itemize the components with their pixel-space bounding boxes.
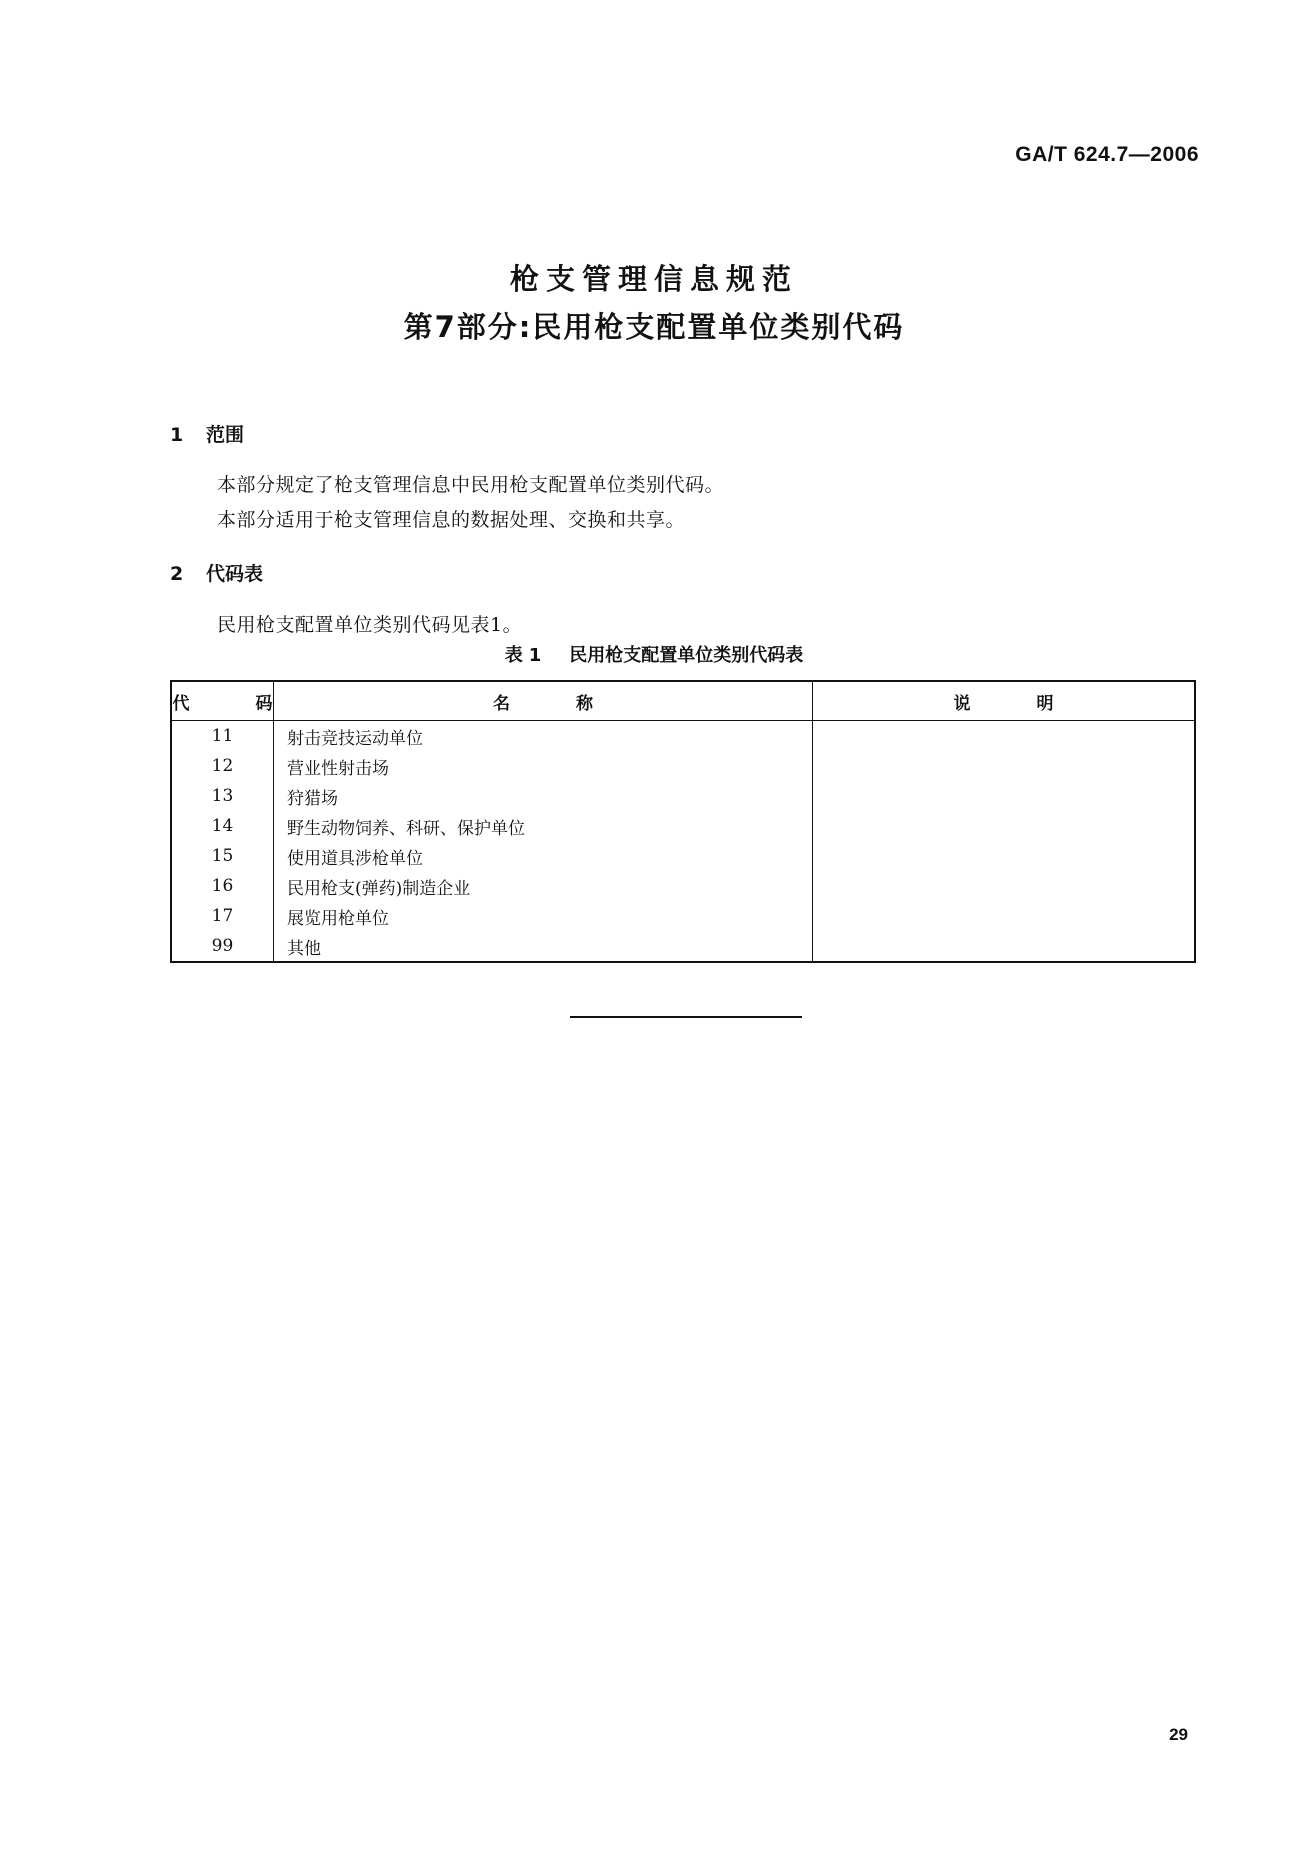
title-part: 第7部分:民用枪支配置单位类别代码 bbox=[403, 310, 905, 344]
section-heading-scope bbox=[170, 420, 244, 447]
section-title: 代码表 bbox=[206, 563, 264, 585]
standard-number: GA/T 624.7—2006 bbox=[1015, 143, 1199, 166]
cell-note bbox=[813, 781, 1196, 811]
cell-note bbox=[813, 901, 1196, 931]
cell-note bbox=[813, 811, 1196, 841]
cell-note bbox=[813, 841, 1196, 871]
end-of-document-rule bbox=[570, 1016, 802, 1018]
cell-code: 16 bbox=[171, 871, 274, 901]
cell-note bbox=[813, 931, 1196, 962]
cell-name: 营业性射击场 bbox=[274, 751, 813, 781]
header-name: 名 称 bbox=[274, 681, 813, 721]
table-row bbox=[171, 871, 1195, 901]
table-row bbox=[171, 841, 1195, 871]
table-caption-label: 表1 bbox=[504, 645, 548, 666]
header-code: 代 码 bbox=[171, 681, 274, 721]
cell-name: 其他 bbox=[274, 931, 813, 962]
section-title: 范围 bbox=[206, 424, 245, 446]
paragraph: 本部分规定了枪支管理信息中民用枪支配置单位类别代码。 bbox=[217, 474, 725, 496]
page-number: 29 bbox=[1169, 1725, 1188, 1744]
paragraph: 民用枪支配置单位类别代码见表1。 bbox=[217, 614, 523, 636]
table-row bbox=[171, 781, 1195, 811]
table-caption bbox=[0, 641, 1308, 667]
cell-name: 展览用枪单位 bbox=[274, 901, 813, 931]
cell-note bbox=[813, 871, 1196, 901]
paragraph: 本部分适用于枪支管理信息的数据处理、交换和共享。 bbox=[217, 509, 686, 531]
table-row bbox=[171, 751, 1195, 781]
table-row bbox=[171, 931, 1195, 962]
table-header-row bbox=[171, 681, 1195, 721]
cell-code: 17 bbox=[171, 901, 274, 931]
cell-note bbox=[813, 721, 1196, 752]
cell-name: 射击竞技运动单位 bbox=[274, 721, 813, 752]
section-number: 2 bbox=[170, 563, 184, 585]
cell-code: 13 bbox=[171, 781, 274, 811]
table-row bbox=[171, 721, 1195, 752]
document-title bbox=[0, 255, 1308, 351]
table-caption-title: 民用枪支配置单位类别代码表 bbox=[569, 645, 804, 666]
cell-name: 野生动物饲养、科研、保护单位 bbox=[274, 811, 813, 841]
cell-code: 99 bbox=[171, 931, 274, 962]
cell-code: 12 bbox=[171, 751, 274, 781]
cell-code: 14 bbox=[171, 811, 274, 841]
section-heading-code-table bbox=[170, 559, 263, 586]
header-note: 说 明 bbox=[813, 681, 1196, 721]
cell-code: 15 bbox=[171, 841, 274, 871]
cell-note bbox=[813, 751, 1196, 781]
section-number: 1 bbox=[170, 424, 184, 446]
cell-name: 狩猎场 bbox=[274, 781, 813, 811]
table-row bbox=[171, 811, 1195, 841]
cell-name: 使用道具涉枪单位 bbox=[274, 841, 813, 871]
cell-name: 民用枪支(弹药)制造企业 bbox=[274, 871, 813, 901]
table-row bbox=[171, 901, 1195, 931]
cell-code: 11 bbox=[171, 721, 274, 752]
code-table bbox=[170, 680, 1196, 963]
title-main: 枪支管理信息规范 bbox=[509, 262, 798, 296]
